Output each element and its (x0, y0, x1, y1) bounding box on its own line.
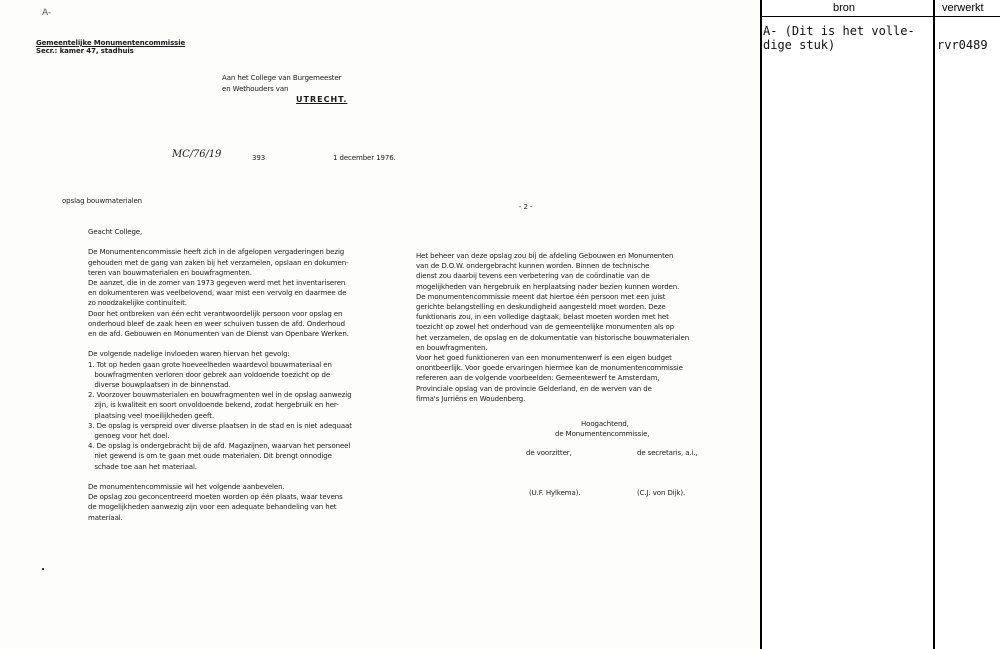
addressee-line-1: Aan het College van Burgemeester (222, 74, 342, 82)
body-left-line: de mogelijkheden aanwezig zijn voor een adequate behandeling van het (88, 503, 337, 512)
addressee-city: UTRECHT. (296, 95, 348, 104)
body-left-line: en de afd. Gebouwen en Monumenten van de Dienst van Openbare Werken. (88, 330, 349, 339)
body-left-line (88, 237, 352, 247)
body-left-line: niet gewend is om te gaan met oude materialen. Dit brengt onnodige (88, 452, 332, 461)
secretary-title: de secretaris, a.i., (637, 449, 698, 457)
handwritten-reference: MC/76/19 (172, 149, 222, 160)
body-left-line: De Monumentencommissie heeft zich in de afgelopen vergaderingen bezig (88, 248, 345, 257)
processed-value: rvr0489 (937, 38, 988, 52)
body-right-line: van de D.O.W. ondergebracht kunnen worden. Binnen de technische (416, 262, 650, 271)
body-left-line: genoeg voor het doel. (88, 432, 170, 441)
body-left-line: materiaal. (88, 513, 123, 522)
body-right-line: Het beheer van deze opslag zou bij de afdeling Gebouwen en Monumenten (416, 252, 674, 260)
body-left-line: teren van bouwmaterialen en bouwfragmenten. (88, 268, 252, 277)
body-left-line: zo noodzakelijke continuiteit. (88, 299, 187, 308)
body-left-line: Door het ontbreken van één echt verantwoordelijk persoon voor opslag en (88, 309, 343, 318)
body-left-line: en dokumenteren was veelbelovend, waar mist een vervolg en daarmee de (88, 289, 347, 298)
source-value: A- (Dit is het volle- dige stuk) (763, 24, 915, 52)
letter-number: 393 (252, 154, 266, 162)
scan-dot (42, 568, 44, 570)
letter-body-left (88, 227, 352, 523)
header-divider (760, 16, 1000, 17)
body-right-line: toezicht op zowel het onderhoud van de gemeentelijke monumenten als op (416, 323, 675, 332)
page-number: - 2 - (519, 203, 533, 211)
body-left-line: onderhoud bleef de zaak heen en weer schuiven tussen de afd. Onderhoud (88, 319, 345, 328)
header-processed: verwerkt (942, 2, 984, 14)
body-left-line: bouwfragmenten verloren door gebrek aan voldoende toezicht op de (88, 370, 331, 379)
body-right-line: en bouwfragmenten. (416, 343, 488, 352)
index-panel (760, 0, 1000, 649)
body-right-line: dienst zou daarbij tevens een verbetering van de coördinatie van de (416, 272, 650, 281)
body-right-line: Provinciale opslag van de provincie Gelderland, en de werven van de (416, 384, 652, 393)
body-left-line: schade toe aan het materiaal. (88, 462, 197, 471)
body-left-line (88, 339, 352, 349)
body-left-line: De aanzet, die in de zomer van 1973 gegeven werd met het inventariseren (88, 279, 346, 288)
body-right-line: het verzamelen, de opslag en de dokumentatie van historische bouwmaterialen (416, 333, 690, 342)
body-left-line (88, 472, 352, 482)
column-separator (933, 0, 935, 649)
corner-mark: A- (42, 8, 52, 18)
closing-committee: de Monumentencommissie, (555, 430, 650, 438)
body-right-line: mogelijkheden van hergebruik en herplaatsing nader bezien kunnen worden. (416, 282, 680, 291)
sender-name: Gemeentelijke Monumentencommissie (36, 39, 186, 47)
body-right-line: De monumentencommissie meent dat hiertoe één persoon met een juist (416, 292, 666, 301)
secretary-name: (C.J. von Dijk). (637, 489, 686, 497)
addressee-line-2: en Wethouders van (222, 85, 289, 93)
body-left-line: 1. Tot op heden gaan grote hoeveelheden waardevol bouwmateriaal en (88, 360, 332, 369)
body-left-line: diverse bouwplaatsen in de binnenstad. (88, 381, 231, 390)
body-left-line: gehouden met de gang van zaken bij het verzamelen, opslaan en dokumen- (88, 258, 349, 267)
chair-title: de voorzitter, (526, 449, 572, 457)
body-left-line: Geacht College, (88, 228, 143, 236)
body-left-line: plaatsing veel moeilijkheden geeft. (88, 411, 214, 420)
chair-name: (U.F. Hylkema). (529, 489, 581, 497)
sender-address: Secr.: kamer 47, stadhuis (36, 47, 134, 55)
body-right-line: funktionaris zou, in een volledige dagtaak, belast moeten worden met het (416, 313, 669, 322)
body-left-line: De opslag zou geconcentreerd moeten worden op één plaats, waar tevens (88, 493, 343, 502)
body-left-line: 2. Voorzover bouwmaterialen en bouwfragmenten wel in de opslag aanwezig (88, 391, 352, 400)
closing-greeting: Hoogachtend, (581, 420, 629, 428)
body-left-line: zijn, is kwaliteit en soort onvoldoende bekend, zodat hergebruik en her- (88, 401, 339, 410)
body-left-line: 3. De opslag is verspreid over diverse plaatsen in de stad en is niet adequaat (88, 421, 352, 430)
letter-body-right (416, 251, 689, 404)
letter-subject: opslag bouwmaterialen (62, 197, 143, 205)
letter-date: 1 december 1976. (333, 154, 396, 162)
body-left-line: De volgende nadelige invloeden waren hiervan het gevolg: (88, 350, 290, 359)
body-right-line: firma's Jurriëns en Woudenberg. (416, 394, 526, 403)
body-left-line: 4. De opslag is ondergebracht bij de afd. Magazijnen, waarvan het personeel (88, 442, 351, 451)
body-right-line: Voor het goed funktioneren van een monumentenwerf is een eigen budget (416, 354, 672, 363)
body-left-line: De monumentencommissie wil het volgende aanbevelen. (88, 483, 285, 492)
header-source: bron (833, 2, 856, 14)
body-right-line: onontbeerlijk. Voor goede ervaringen hiermee kan de monumentencommissie (416, 364, 683, 373)
body-right-line: refereren aan de volgende voorbeelden: Gemeentewerf te Amsterdam, (416, 374, 660, 383)
body-right-line: gerichte belangstelling en deskundigheid aangesteld moet worden. Deze (416, 303, 666, 312)
